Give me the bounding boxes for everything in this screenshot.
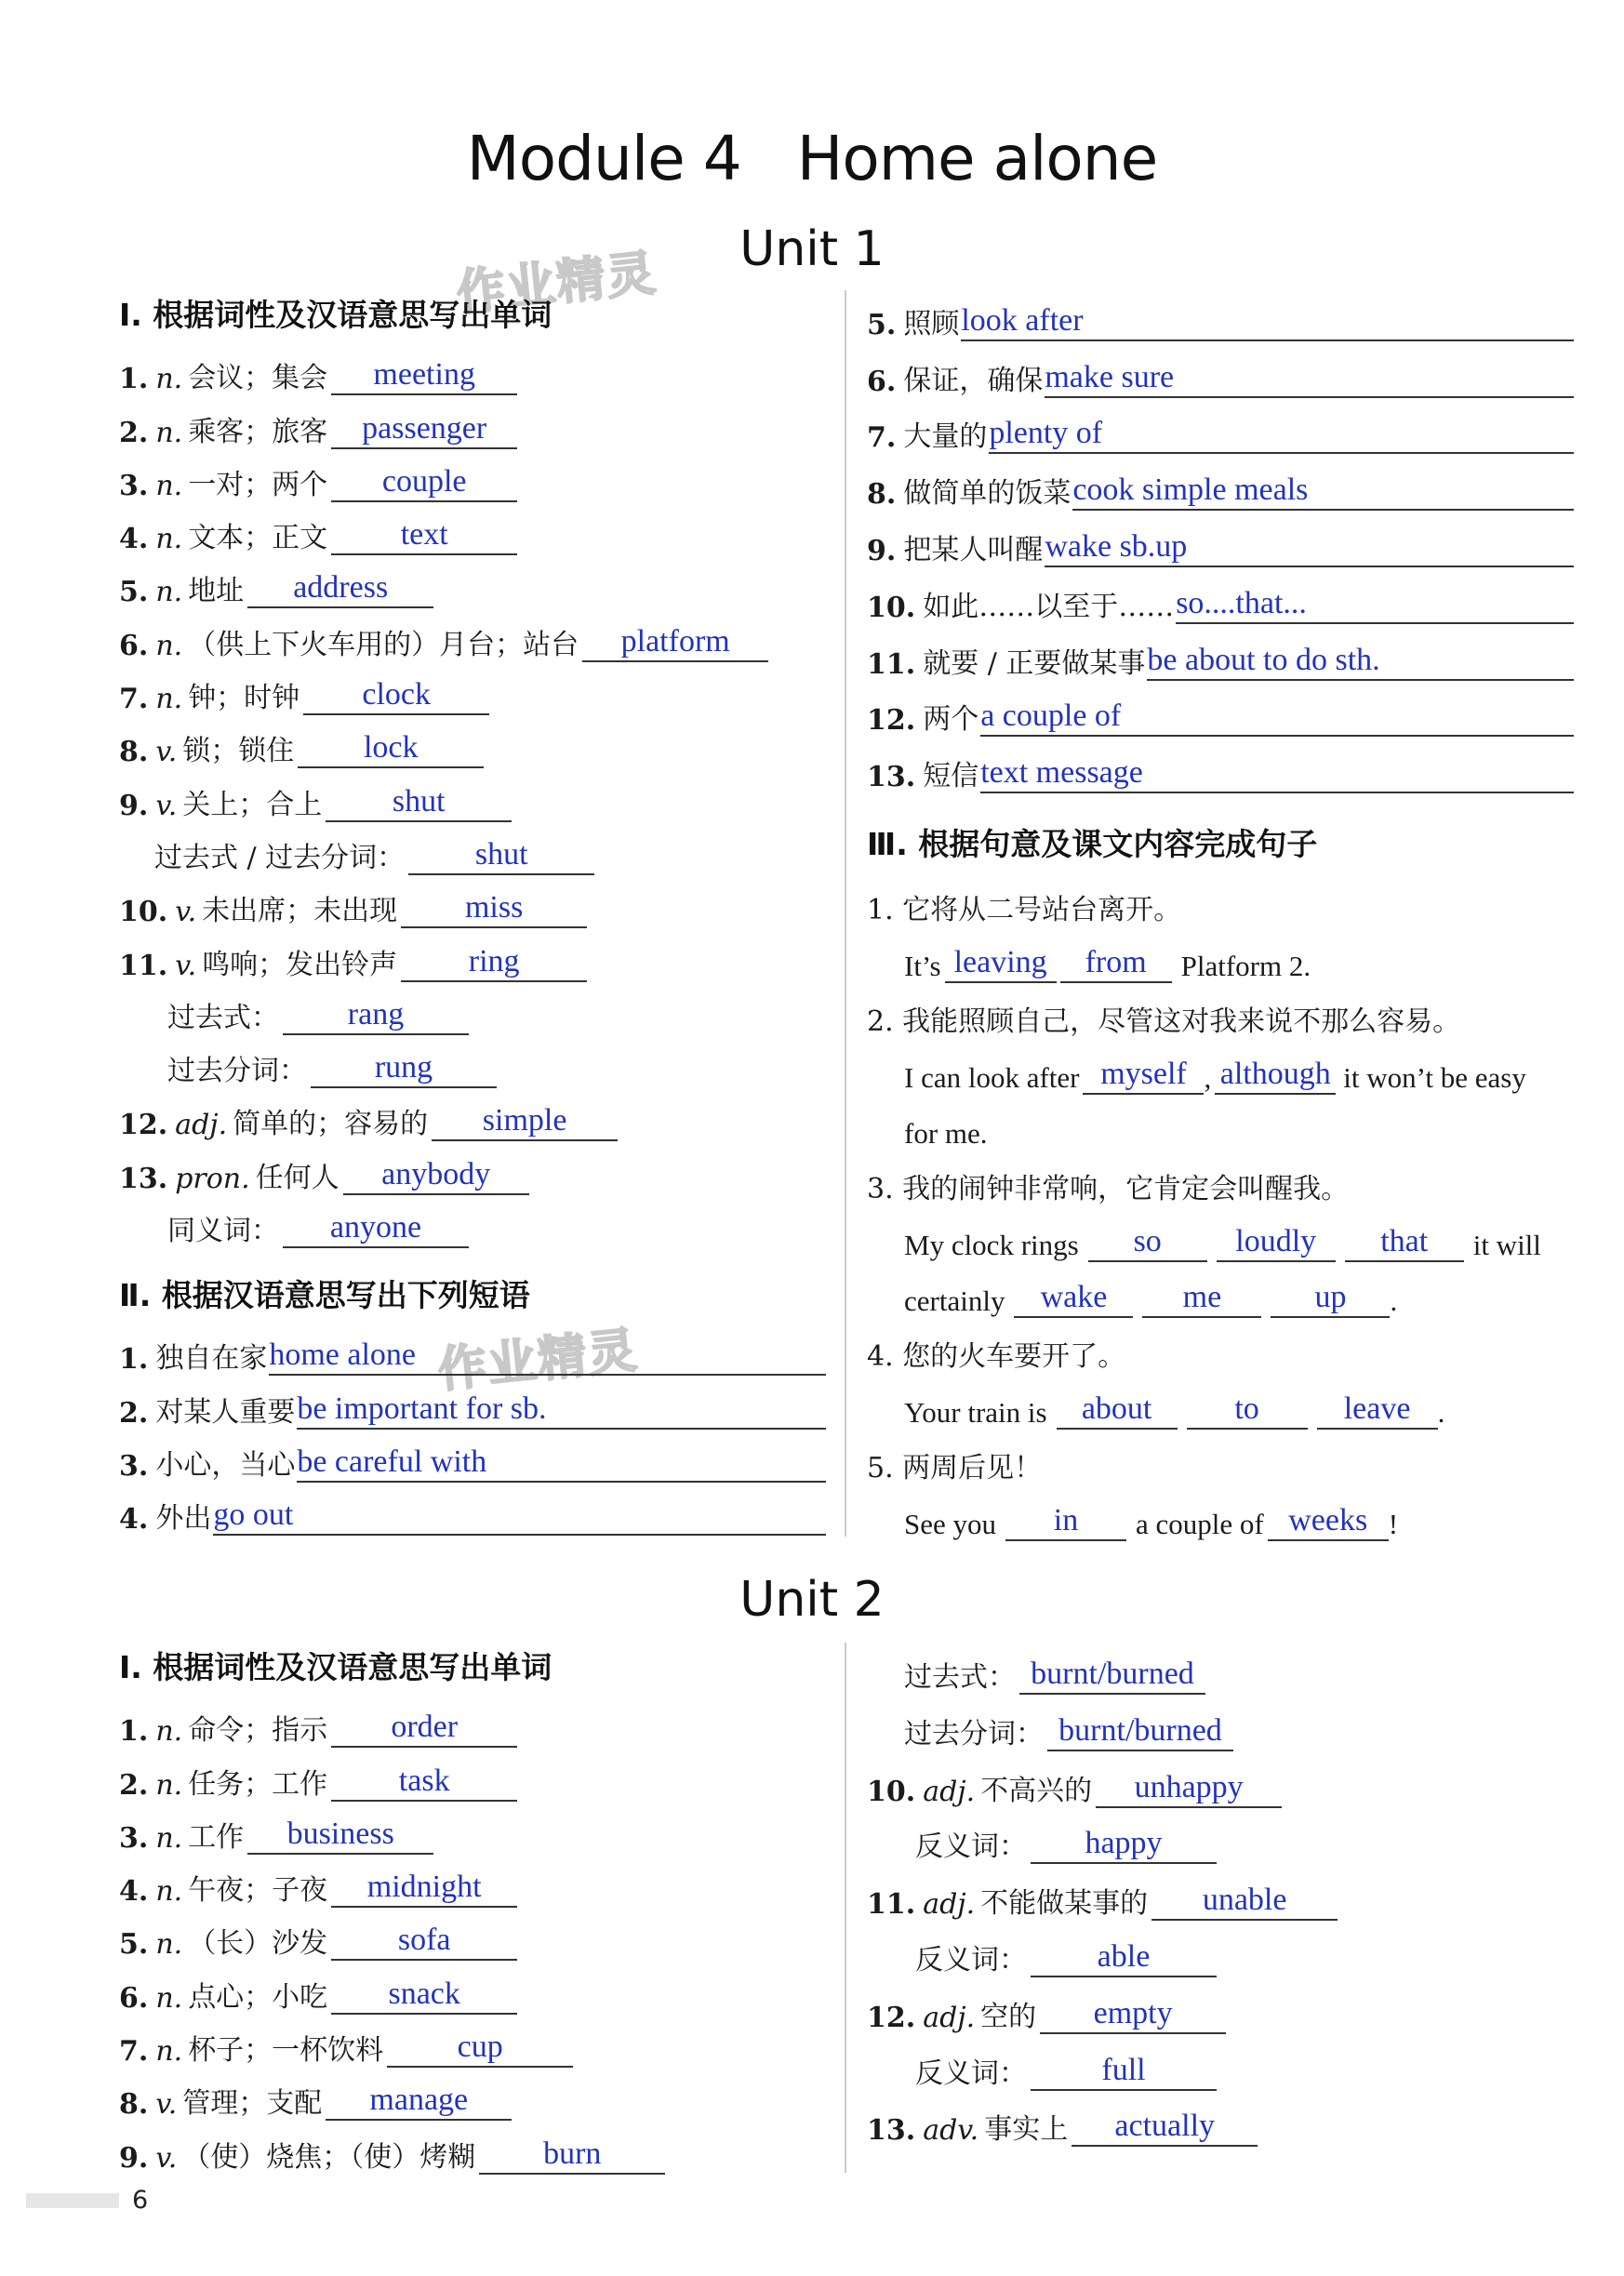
sub-label: 过去式： (167, 1001, 279, 1034)
answer-blank[interactable]: unhappy (1096, 1769, 1282, 1808)
u1-word-12 (119, 1088, 826, 1141)
item-number: 9. (867, 534, 897, 567)
answer-blank[interactable]: ring (401, 943, 587, 982)
chinese-meaning: 大量的 (903, 420, 988, 454)
unit2-left-column (119, 1641, 826, 2175)
u1-phrase-11 (867, 624, 1574, 681)
sentence-text: . (1390, 1284, 1398, 1318)
chinese-meaning: （供上下火车用的）月台；站台 (188, 628, 579, 661)
sub-label: 过去式： (904, 1661, 1016, 1694)
u1-word-10 (119, 875, 826, 928)
chinese-meaning: 就要 / 正要做某事 (923, 646, 1146, 680)
answer-blank[interactable]: meeting (331, 356, 517, 395)
answer-line[interactable]: plenty of (989, 415, 1574, 454)
chinese-meaning: 不能做某事的 (980, 1887, 1149, 1921)
u2-word-12 (867, 1977, 1574, 2034)
chinese-meaning: 命令；指示 (188, 1714, 328, 1748)
chinese-meaning: 一对；两个 (188, 468, 328, 501)
column-divider-unit2 (845, 1643, 846, 2173)
item-number: 5. (867, 308, 897, 341)
item-number: 6. (119, 629, 149, 662)
answer-blank[interactable]: burn (479, 2136, 665, 2175)
u1-phrase-8 (867, 454, 1574, 511)
chinese-meaning: 事实上 (984, 2113, 1069, 2147)
item-number: 5. (119, 1928, 149, 1962)
u1-word-5 (119, 555, 826, 608)
item-number: 7. (119, 683, 149, 716)
part-of-speech: adv. (923, 2114, 979, 2148)
answer-blank[interactable]: address (247, 569, 433, 608)
sentence-text: It’s (904, 950, 941, 983)
answer-line[interactable]: go out (213, 1497, 826, 1536)
part-of-speech: n. (155, 2035, 183, 2069)
chinese-meaning: 乘客；旅客 (188, 415, 328, 448)
chinese-meaning: 鸣响；发出铃声 (202, 948, 398, 981)
part-of-speech: n. (155, 1715, 183, 1749)
answer-blank[interactable]: so (1088, 1223, 1207, 1262)
item-number: 4. (119, 1503, 149, 1537)
chinese-meaning: （长）沙发 (188, 1927, 328, 1961)
part-of-speech: adj. (923, 1775, 976, 1808)
sentence-4-english (867, 1374, 1574, 1430)
chinese-meaning: 小心，当心 (155, 1448, 296, 1482)
module-title (0, 123, 1624, 194)
u2-word-5 (119, 1908, 826, 1961)
sub-label: 反义词： (915, 1830, 1027, 1864)
chinese-meaning: 两个 (923, 703, 979, 737)
item-number: 11. (867, 1888, 916, 1922)
u1-word-2 (119, 395, 826, 448)
item-number: 1. (119, 1715, 149, 1749)
item-number: 3. (119, 1821, 149, 1855)
item-number: 3. (119, 1449, 149, 1483)
u2-word-10-ant (867, 1808, 1574, 1865)
chinese-meaning: 照顾 (903, 307, 960, 340)
chinese-meaning: 钟；时钟 (188, 682, 300, 715)
u2-word-9-pp (867, 1695, 1574, 1751)
part-of-speech: n. (155, 576, 183, 609)
u2-word-9-past (867, 1641, 1574, 1695)
answer-blank[interactable]: snack (331, 1976, 517, 2015)
chinese-meaning: 短信 (923, 760, 979, 793)
answer-blank[interactable]: unable (1151, 1882, 1338, 1921)
part-of-speech: n. (155, 1821, 183, 1855)
item-number: 8. (119, 2088, 149, 2122)
unit2-heading: Unit 2 (739, 1572, 885, 1628)
u1-word-11 (119, 928, 826, 981)
chinese-meaning: 保证，确保 (903, 364, 1044, 397)
item-number: 6. (867, 365, 897, 398)
module-number: Module 4 (466, 123, 741, 194)
answer-blank[interactable]: full (1031, 2052, 1217, 2091)
part-of-speech: v. (155, 2088, 178, 2122)
page-footer-bar (26, 2193, 119, 2208)
item-number: 12. (867, 704, 916, 738)
chinese-meaning: （使）烧焦；（使）烤糊 (182, 2140, 476, 2174)
sentence-text: Your train is (904, 1396, 1047, 1430)
u2-word-2 (119, 1748, 826, 1801)
sentence-2-english (867, 1039, 1574, 1095)
part-of-speech: v. (155, 2141, 178, 2175)
part-of-speech: n. (155, 1928, 183, 1962)
unit1-section3-heading: Ⅲ. 根据句意及课文内容完成句子 (867, 826, 1318, 863)
answer-blank[interactable]: business (247, 1816, 433, 1855)
chinese-meaning: 会议；集会 (188, 362, 328, 395)
u1-word-1 (119, 342, 826, 395)
chinese-meaning: 管理；支配 (182, 2087, 323, 2121)
sub-label: 同义词： (167, 1215, 279, 1248)
u2-word-6 (119, 1961, 826, 2014)
answer-blank[interactable]: midnight (331, 1869, 517, 1908)
answer-blank[interactable]: to (1187, 1391, 1308, 1430)
chinese-meaning: 简单的；容易的 (233, 1108, 429, 1141)
answer-blank[interactable]: leaving (945, 944, 1057, 983)
chinese-meaning: 关上；合上 (182, 788, 323, 821)
part-of-speech: n. (155, 683, 183, 716)
answer-blank[interactable]: that (1345, 1223, 1464, 1262)
unit2-section1-heading: Ⅰ. 根据词性及汉语意思写出单词 (119, 1649, 552, 1685)
part-of-speech: n. (155, 469, 183, 502)
chinese-meaning: 空的 (980, 2000, 1037, 2033)
u1-phrase-7 (867, 398, 1574, 455)
answer-blank[interactable]: able (1031, 1938, 1217, 1977)
sentence-text: I can look after (904, 1061, 1080, 1095)
answer-line[interactable]: look after (961, 302, 1574, 341)
sub-label: 过去分词： (904, 1717, 1044, 1750)
answer-blank[interactable]: weeks (1268, 1502, 1389, 1541)
chinese-meaning: 任何人 (255, 1161, 339, 1194)
u1-phrase-12 (867, 681, 1574, 738)
item-number: 12. (119, 1109, 168, 1142)
sentence-text: , (1204, 1061, 1212, 1095)
unit1-right-column (867, 285, 1574, 1541)
chinese-meaning: 做简单的饭菜 (903, 477, 1072, 511)
u1-word-11-past (119, 982, 826, 1035)
u2-word-9 (119, 2121, 826, 2174)
answer-blank[interactable]: although (1215, 1056, 1336, 1095)
u1-phrase-6 (867, 341, 1574, 398)
sub-label: 反义词： (915, 1943, 1027, 1977)
sentence-4-chinese: 4. 您的火车要开了。 (867, 1340, 1126, 1374)
item-number: 4. (119, 1875, 149, 1909)
answer-blank[interactable]: rang (283, 996, 469, 1035)
answer-line[interactable]: make sure (1045, 359, 1574, 398)
u2-word-4 (119, 1855, 826, 1908)
answer-blank[interactable]: actually (1072, 2108, 1258, 2147)
answer-line[interactable]: a couple of (980, 698, 1574, 737)
answer-blank[interactable]: shut (408, 836, 594, 875)
sentence-text: Platform 2. (1180, 950, 1311, 983)
u1-word-13 (119, 1141, 826, 1194)
chinese-meaning: 未出席；未出现 (202, 895, 398, 928)
sentence-text: . (1437, 1396, 1445, 1430)
sentence-2-chinese: 2. 我能照顾自己，尽管这对我来说不那么容易。 (867, 1005, 1461, 1039)
item-number: 12. (867, 2001, 916, 2034)
answer-blank[interactable]: text (331, 516, 517, 555)
sentence-1-english (867, 927, 1574, 983)
u1-word-7 (119, 662, 826, 715)
u1-word-9 (119, 768, 826, 821)
part-of-speech: n. (155, 1875, 183, 1909)
answer-blank[interactable]: empty (1040, 1995, 1226, 2034)
item-number: 1. (119, 363, 149, 396)
part-of-speech: n. (155, 629, 183, 662)
u1-phrase-4 (119, 1483, 826, 1536)
chinese-meaning: 文本；正文 (188, 522, 328, 555)
chinese-meaning: 不高兴的 (980, 1774, 1093, 1807)
u1-phrase-3 (119, 1430, 826, 1483)
u1-word-4 (119, 502, 826, 555)
module-name: Home alone (796, 123, 1158, 194)
sentence-5-english (867, 1485, 1574, 1541)
answer-blank[interactable]: simple (432, 1102, 618, 1141)
watermark-top: 作业精灵 (454, 245, 660, 323)
sentence-text: My clock rings (904, 1229, 1079, 1262)
u1-phrase-5 (867, 285, 1574, 341)
sub-label: 过去分词： (167, 1055, 307, 1088)
answer-line[interactable]: be about to do sth. (1147, 642, 1574, 681)
chinese-meaning: 外出 (155, 1502, 212, 1536)
answer-blank[interactable]: in (1005, 1502, 1126, 1541)
chinese-meaning: 杯子；一杯饮料 (188, 2034, 384, 2068)
part-of-speech: n. (155, 1981, 183, 2015)
u1-word-6 (119, 608, 826, 661)
u1-word-13-syn (119, 1195, 826, 1248)
u1-phrase-1 (119, 1323, 826, 1376)
item-number: 2. (119, 1768, 149, 1802)
sentence-3-chinese: 3. 我的闹钟非常响，它肯定会叫醒我。 (867, 1173, 1350, 1206)
answer-line[interactable]: wake sb.up (1045, 528, 1574, 567)
page-number: 6 (132, 2186, 149, 2215)
unit2-right-column (867, 1641, 1574, 2147)
unit1-heading: Unit 1 (739, 221, 885, 277)
part-of-speech: n. (155, 1768, 183, 1802)
answer-blank[interactable]: from (1060, 944, 1172, 983)
part-of-speech: adj. (923, 1888, 976, 1922)
answer-blank[interactable]: myself (1083, 1056, 1204, 1095)
item-number: 4. (119, 523, 149, 556)
answer-blank[interactable]: cup (387, 2029, 573, 2068)
chinese-meaning: 对某人重要 (155, 1395, 296, 1429)
item-number: 8. (867, 478, 897, 512)
u2-word-7 (119, 2015, 826, 2068)
u2-word-13 (867, 2091, 1574, 2148)
item-number: 9. (119, 2141, 149, 2175)
part-of-speech: n. (155, 363, 183, 396)
column-divider-unit1 (845, 290, 846, 1537)
sentence-2-english-cont: for me. (904, 1117, 988, 1151)
chinese-meaning: 任务；工作 (188, 1767, 328, 1801)
answer-blank[interactable]: passenger (331, 410, 517, 449)
item-number: 3. (119, 469, 149, 502)
u2-word-12-ant (867, 2034, 1574, 2091)
answer-blank[interactable]: up (1271, 1279, 1390, 1318)
answer-blank[interactable]: manage (326, 2082, 512, 2121)
item-number: 10. (867, 591, 916, 624)
answer-blank[interactable]: wake (1014, 1279, 1133, 1318)
u2-word-11 (867, 1864, 1574, 1921)
u2-word-11-ant (867, 1921, 1574, 1977)
sentence-text: a couple of (1136, 1508, 1264, 1541)
sentence-3-english-cont (867, 1262, 1574, 1318)
item-number: 13. (867, 2114, 916, 2148)
sentence-1-chinese: 1. 它将从二号站台离开。 (867, 894, 1182, 927)
sentence-text: ! (1388, 1508, 1399, 1541)
u1-word-11-pp (119, 1035, 826, 1088)
part-of-speech: adj. (175, 1109, 228, 1142)
sub-label: 反义词： (915, 2056, 1027, 2090)
sentence-text: certainly (904, 1284, 1005, 1318)
sentence-text: it will (1472, 1229, 1541, 1262)
answer-blank[interactable]: lock (298, 729, 484, 768)
answer-line[interactable]: home alone (269, 1337, 826, 1376)
item-number: 6. (119, 1981, 149, 2015)
chinese-meaning: 午夜；子夜 (188, 1874, 328, 1908)
answer-blank[interactable]: clock (303, 676, 489, 715)
chinese-meaning: 工作 (188, 1820, 245, 1854)
sub-label: 过去式 / 过去分词： (154, 841, 406, 874)
answer-line[interactable]: text message (980, 754, 1574, 793)
answer-blank[interactable]: rung (311, 1049, 497, 1088)
u1-phrase-9 (867, 511, 1574, 567)
u1-phrase-2 (119, 1376, 826, 1429)
part-of-speech: n. (155, 523, 183, 556)
answer-blank[interactable]: platform (582, 623, 768, 662)
u2-word-10 (867, 1751, 1574, 1808)
item-number: 7. (119, 2035, 149, 2069)
chinese-meaning: 独自在家 (155, 1342, 268, 1376)
part-of-speech: n. (155, 416, 183, 449)
item-number: 11. (867, 647, 916, 681)
part-of-speech: v. (155, 789, 178, 822)
part-of-speech: v. (175, 896, 197, 929)
u1-phrase-10 (867, 567, 1574, 624)
answer-blank[interactable]: happy (1031, 1825, 1217, 1864)
answer-line[interactable]: so....that... (1176, 585, 1574, 624)
answer-blank[interactable]: about (1057, 1391, 1178, 1430)
item-number: 13. (867, 761, 916, 794)
chinese-meaning: 如此……以至于…… (923, 590, 1175, 623)
answer-blank[interactable]: leave (1317, 1391, 1438, 1430)
item-number: 7. (867, 421, 897, 455)
answer-blank[interactable]: sofa (331, 1922, 517, 1961)
sentence-5-chinese: 5. 两周后见！ (867, 1452, 1043, 1485)
answer-blank[interactable]: task (331, 1763, 517, 1802)
unit1-section1-heading: Ⅰ. 根据词性及汉语意思写出单词 (119, 297, 552, 333)
sentence-3-english (867, 1206, 1574, 1262)
part-of-speech: adj. (923, 2001, 976, 2034)
answer-blank[interactable]: shut (326, 783, 512, 822)
item-number: 2. (119, 416, 149, 449)
item-number: 5. (119, 576, 149, 609)
item-number: 10. (867, 1775, 916, 1808)
item-number: 10. (119, 896, 168, 929)
unit1-left-column (119, 288, 826, 1536)
u2-word-8 (119, 2068, 826, 2121)
item-number: 11. (119, 949, 168, 982)
sentence-text: it won’t be easy (1343, 1061, 1526, 1095)
u1-word-8 (119, 715, 826, 768)
chinese-meaning: 锁；锁住 (182, 735, 295, 768)
u1-word-3 (119, 449, 826, 502)
answer-blank[interactable]: anybody (343, 1156, 529, 1195)
answer-blank[interactable]: anyone (283, 1209, 469, 1248)
unit1-section2-heading: Ⅱ. 根据汉语意思写出下列短语 (119, 1277, 530, 1314)
chinese-meaning: 把某人叫醒 (903, 533, 1044, 566)
item-number: 8. (119, 736, 149, 769)
sentence-text: See you (904, 1508, 997, 1541)
answer-blank[interactable]: couple (331, 463, 517, 502)
item-number: 9. (119, 789, 149, 822)
part-of-speech: v. (155, 736, 178, 769)
answer-blank[interactable]: me (1142, 1279, 1261, 1318)
answer-line[interactable]: cook simple meals (1072, 472, 1574, 511)
u2-word-1 (119, 1695, 826, 1748)
part-of-speech: pron. (175, 1162, 250, 1195)
u2-word-3 (119, 1802, 826, 1855)
u1-phrase-13 (867, 737, 1574, 793)
u1-word-9-past (119, 822, 826, 875)
answer-line[interactable]: be careful with (297, 1444, 826, 1483)
answer-blank[interactable]: burnt/burned (1019, 1656, 1205, 1695)
answer-blank[interactable]: miss (401, 889, 587, 928)
answer-blank[interactable]: burnt/burned (1047, 1712, 1233, 1751)
chinese-meaning: 地址 (188, 575, 245, 608)
item-number: 13. (119, 1162, 168, 1195)
watermark-middle: 作业精灵 (435, 1322, 642, 1400)
answer-blank[interactable]: loudly (1217, 1223, 1336, 1262)
answer-line[interactable]: be important for sb. (297, 1391, 826, 1430)
part-of-speech: v. (175, 949, 197, 982)
item-number: 1. (119, 1343, 149, 1377)
answer-blank[interactable]: order (331, 1709, 517, 1748)
chinese-meaning: 点心；小吃 (188, 1980, 328, 2014)
item-number: 2. (119, 1396, 149, 1430)
